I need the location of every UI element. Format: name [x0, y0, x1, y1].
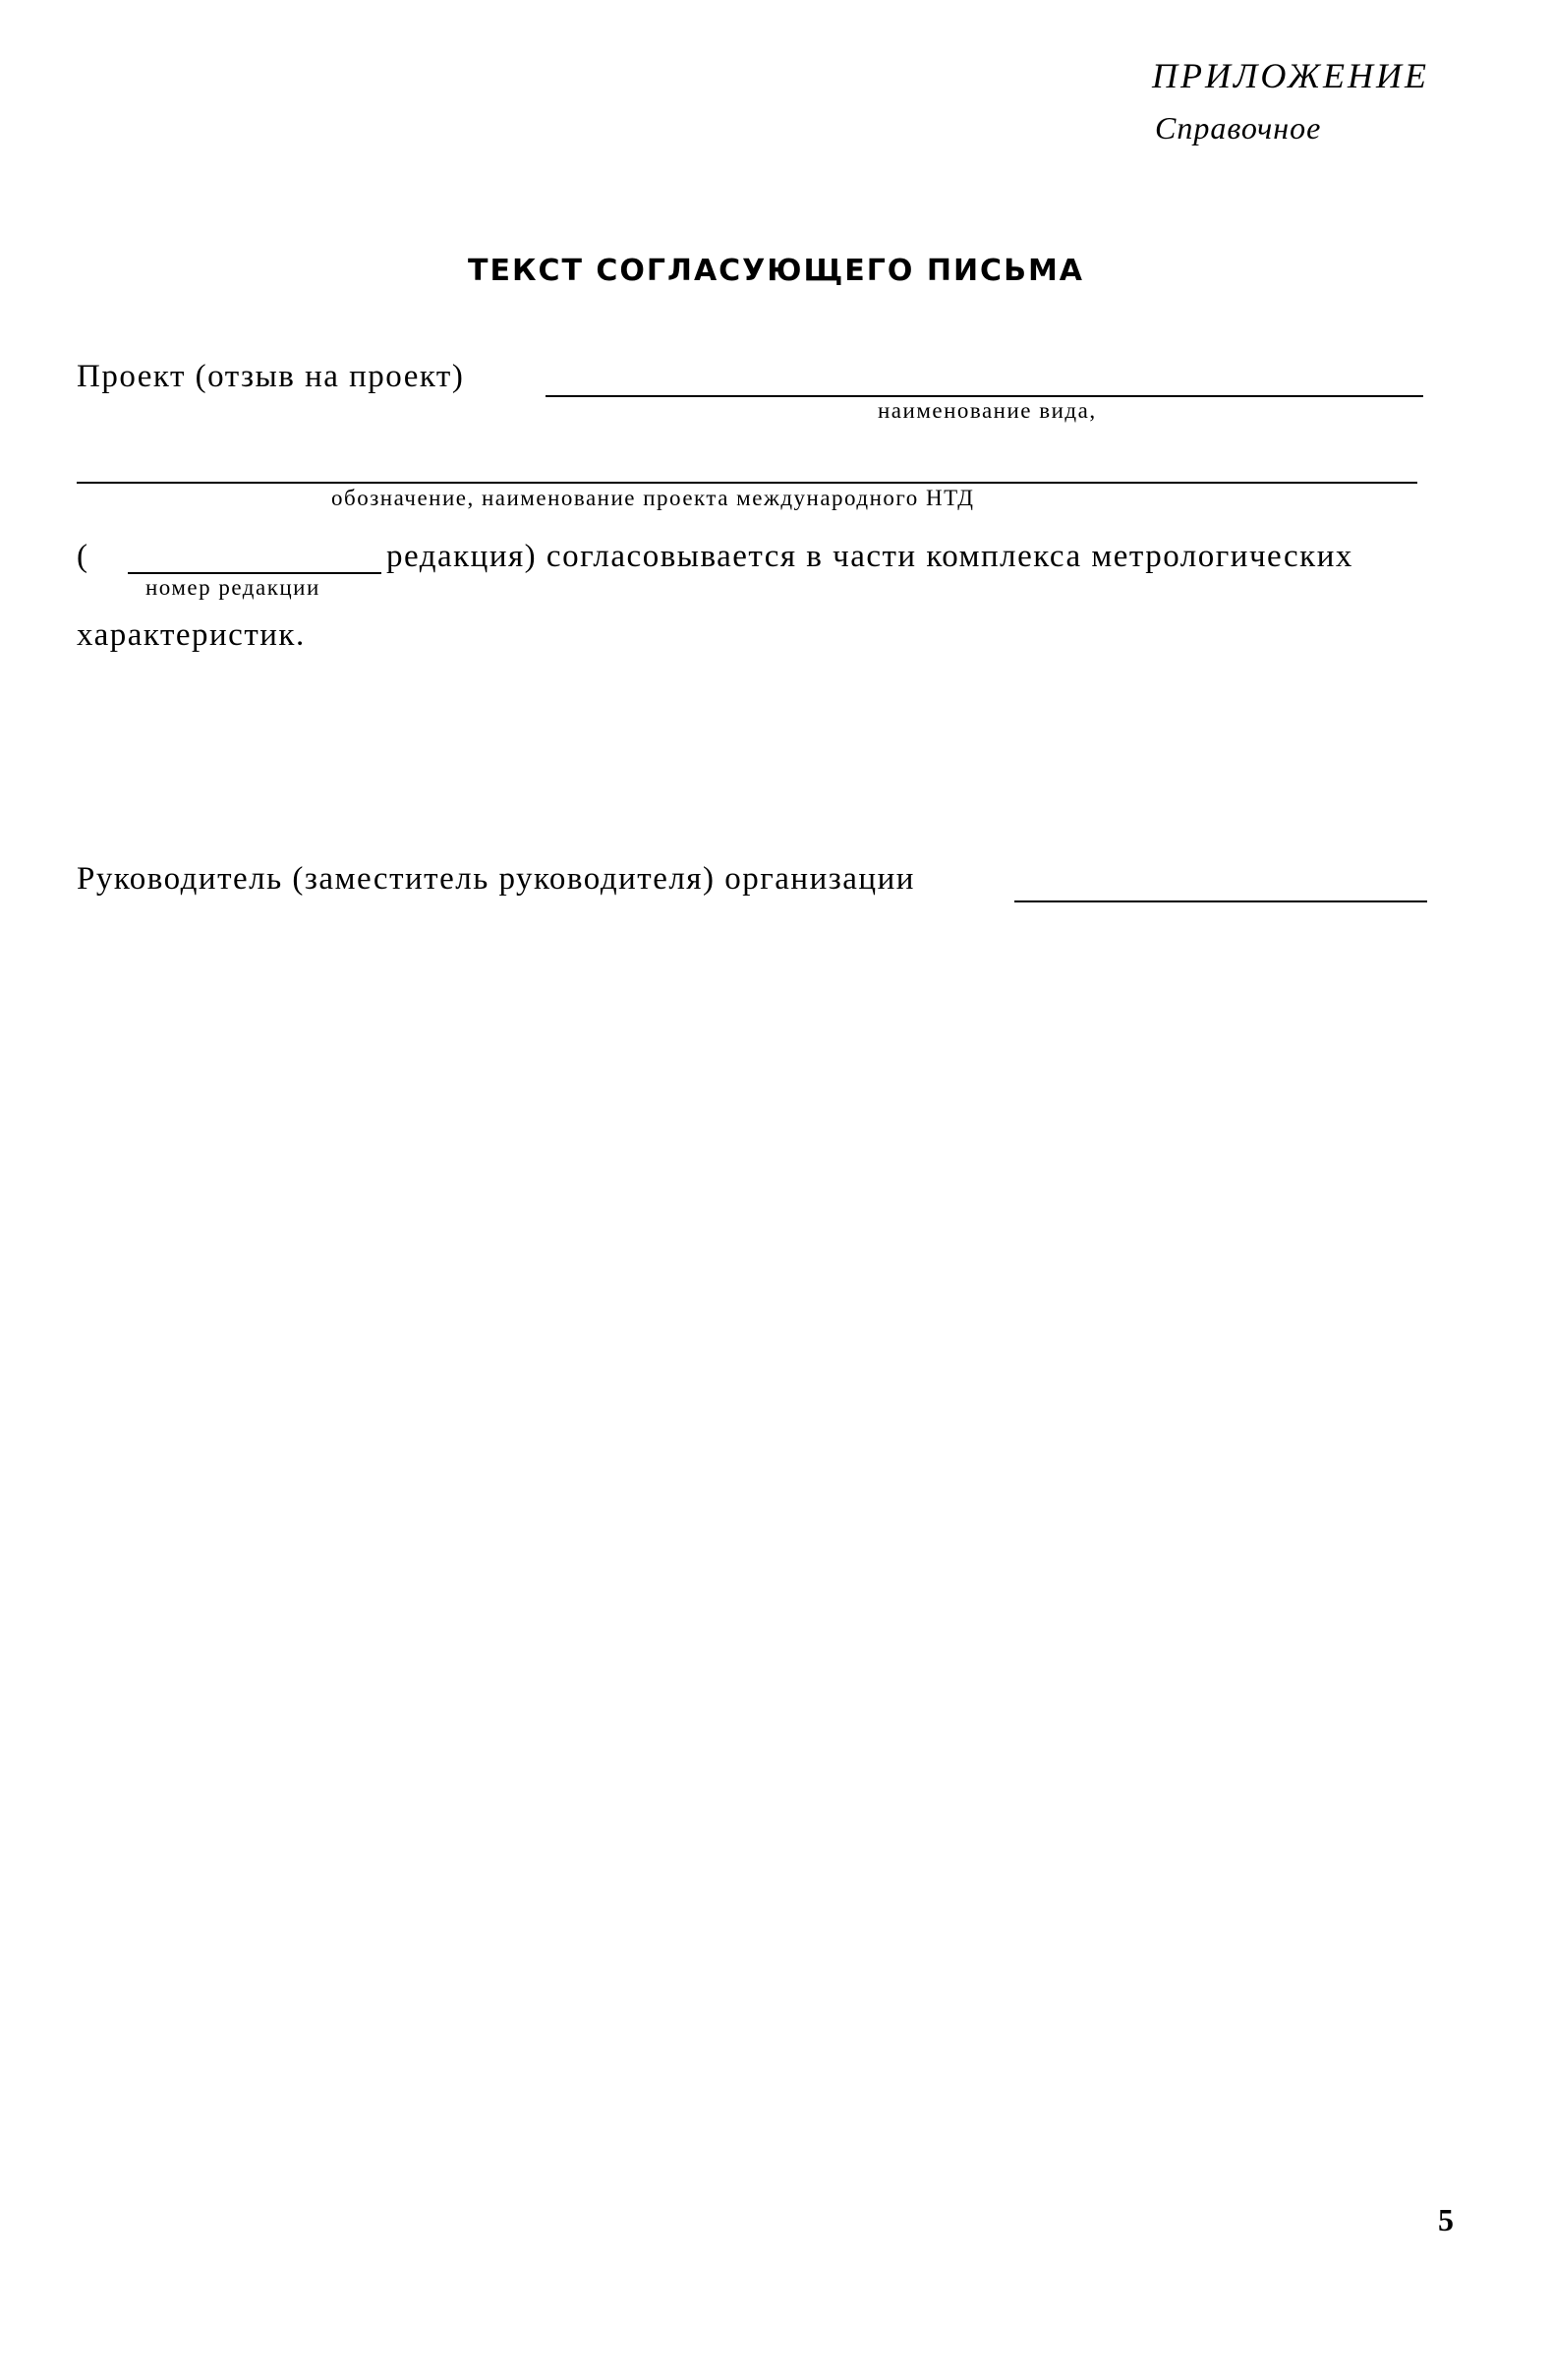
page-number: 5: [1438, 2202, 1454, 2237]
appendix-subtitle: Справочное: [1155, 110, 1322, 145]
edition-text: редакция) согласовывается в части комплекса метрологических: [386, 539, 1353, 574]
edition-number-field[interactable]: [128, 572, 381, 574]
edition-text-continuation: характеристик.: [77, 617, 306, 653]
open-parenthesis: (: [77, 539, 89, 574]
edition-number-hint: номер редакции: [145, 575, 320, 600]
signatory-label: Руководитель (заместитель руководителя) организации: [77, 861, 915, 897]
project-label: Проект (отзыв на проект): [77, 359, 465, 394]
designation-field[interactable]: [77, 482, 1417, 484]
appendix-title: ПРИЛОЖЕНИЕ: [1152, 56, 1429, 95]
signature-field[interactable]: [1014, 900, 1427, 902]
designation-hint: обозначение, наименование проекта международного НТД: [331, 486, 975, 510]
document-title: ТЕКСТ СОГЛАСУЮЩЕГО ПИСЬМА: [467, 254, 1085, 288]
project-name-hint: наименование вида,: [878, 398, 1097, 423]
project-name-field[interactable]: [546, 395, 1423, 397]
